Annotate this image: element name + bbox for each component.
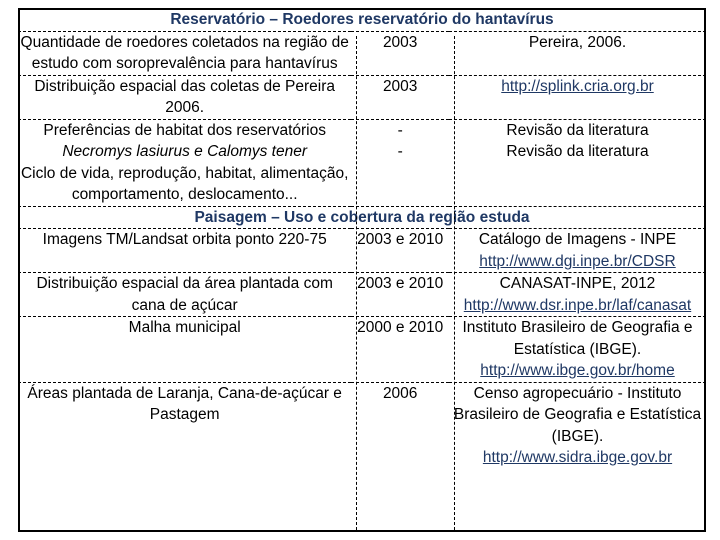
source-link[interactable]: http://splink.cria.org.br (501, 77, 654, 95)
description-cell: Preferências de habitat dos reservatórios (18, 119, 351, 141)
source-cell (449, 317, 706, 383)
source-cell: Revisão da literatura (506, 143, 649, 160)
year-cell (351, 163, 449, 207)
source-text: Instituto Brasileiro de Geografia e Estatística (IBGE). (462, 319, 693, 358)
year-cell: - (397, 143, 403, 160)
year-cell: 2003 (351, 75, 449, 119)
source-text: Censo agropecuário - Instituto Brasileiro de Geografia e Estatística (IBGE). (453, 384, 702, 445)
source-link[interactable]: http://www.sidra.ibge.gov.br (482, 449, 673, 466)
section-title: Paisagem – Uso e cobertura da região estuda (18, 206, 706, 229)
table-row (18, 141, 706, 163)
section-title: Reservatório – Roedores reservatório do hantavírus (170, 11, 554, 28)
description-cell: Quantidade de roedores coletados na região de estudo com soroprevalência para hantavírus (18, 31, 351, 75)
description-cell (18, 141, 351, 163)
source-text: Catálogo de Imagens - INPE (478, 231, 677, 248)
year-cell: 2003 e 2010 (351, 273, 449, 317)
table-row (18, 317, 706, 383)
table-row (18, 163, 706, 207)
section-header-reservatorio (18, 9, 706, 31)
description-cell: Malha municipal (18, 317, 351, 383)
source-cell (449, 273, 706, 317)
year-cell: 2006 (351, 382, 449, 469)
source-link[interactable]: http://www.dsr.inpe.br/laf/canasat (463, 296, 692, 314)
year-cell: 2003 (351, 31, 449, 75)
description-cell: Distribuição espacial da área plantada com cana de açúcar (18, 273, 351, 317)
table-row (18, 119, 706, 141)
table-row (18, 31, 706, 75)
source-cell: Revisão da literatura (449, 119, 706, 141)
table-row (18, 273, 706, 317)
source-cell: Pereira, 2006. (449, 31, 706, 75)
description-cell: Distribuição espacial das coletas de Pereira 2006. (18, 75, 351, 119)
source-text: CANASAT-INPE, 2012 (499, 275, 656, 292)
description-cell: Ciclo de vida, reprodução, habitat, alimentação, comportamento, deslocamento... (20, 164, 349, 203)
table-row (18, 229, 706, 273)
year-cell: 2000 e 2010 (351, 317, 449, 383)
description-cell: Imagens TM/Landsat orbita ponto 220-75 (18, 229, 351, 273)
year-cell: - (351, 119, 449, 141)
section-header-paisagem (18, 206, 706, 229)
source-cell (449, 75, 706, 119)
species-name: Necromys lasiurus e Calomys tener (62, 143, 307, 160)
source-link[interactable]: http://www.dgi.inpe.br/CDSR (479, 252, 676, 270)
source-link[interactable]: http://www.ibge.gov.br/home (480, 362, 675, 379)
year-cell: 2003 e 2010 (351, 229, 449, 273)
table-row (18, 75, 706, 119)
table-row (18, 382, 706, 469)
data-table (18, 9, 706, 469)
source-cell (449, 229, 706, 273)
source-cell (449, 382, 706, 469)
description-cell: Áreas plantada de Laranja, Cana-de-açúcar e Pastagem (18, 382, 351, 469)
source-cell (449, 163, 706, 207)
